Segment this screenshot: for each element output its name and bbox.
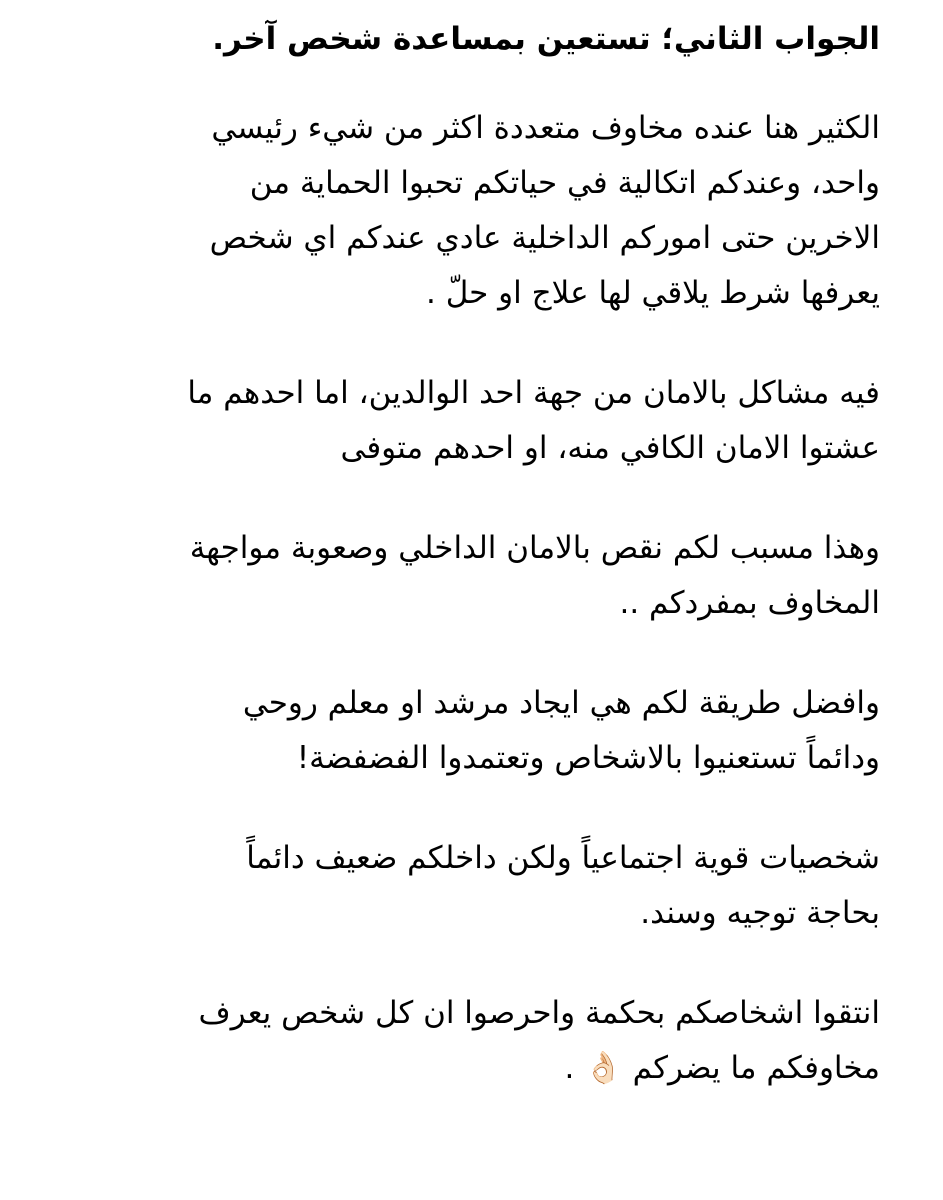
paragraph-line: وهذا مسبب لكم نقص بالامان الداخلي وصعوبة مواجهة xyxy=(189,530,880,566)
paragraph-line: وافضل طريقة لكم هي ايجاد مرشد او معلم روحي xyxy=(242,685,880,721)
paragraph-line: الاخرين حتى اموركم الداخلية عادي عندكم اي شخص xyxy=(209,220,880,256)
paragraph-3 xyxy=(40,521,880,631)
paragraph-6 xyxy=(40,986,880,1096)
paragraph-line: بحاجة توجيه وسند. xyxy=(640,895,880,931)
paragraph-2 xyxy=(40,366,880,476)
paragraph-line: يعرفها شرط يلاقي لها علاج او حلّ . xyxy=(425,275,880,311)
paragraph-line: عشتوا الامان الكافي منه، او احدهم متوفى xyxy=(340,430,880,466)
paragraph-line: واحد، وعندكم اتكالية في حياتكم تحبوا الحماية من xyxy=(249,165,880,201)
paragraph-1 xyxy=(40,101,880,321)
paragraph-line: الكثير هنا عنده مخاوف متعددة اكثر من شيء رئيسي xyxy=(211,110,880,146)
paragraph-line: فيه مشاكل بالامان من جهة احد الوالدين، اما احدهم ما xyxy=(187,375,880,411)
note-title-text: الجواب الثاني؛ تستعين بمساعدة شخص آخر. xyxy=(212,21,880,57)
paragraph-line: شخصيات قوية اجتماعياً ولكن داخلكم ضعيف دائماً xyxy=(246,840,880,876)
note-title xyxy=(40,10,880,68)
paragraph-line: ودائماً تستعنيوا بالاشخاص وتعتمدوا الفضفضة! xyxy=(296,740,880,776)
paragraph-4 xyxy=(40,676,880,786)
paragraph-line: انتقوا اشخاصكم بحكمة واحرصوا ان كل شخص يعرف xyxy=(198,995,880,1031)
paragraph-5 xyxy=(40,831,880,941)
paragraph-line: مخاوفكم ما يضركم 👌🏻 . xyxy=(564,1050,880,1086)
paragraph-line: المخاوف بمفردكم .. xyxy=(619,585,880,621)
